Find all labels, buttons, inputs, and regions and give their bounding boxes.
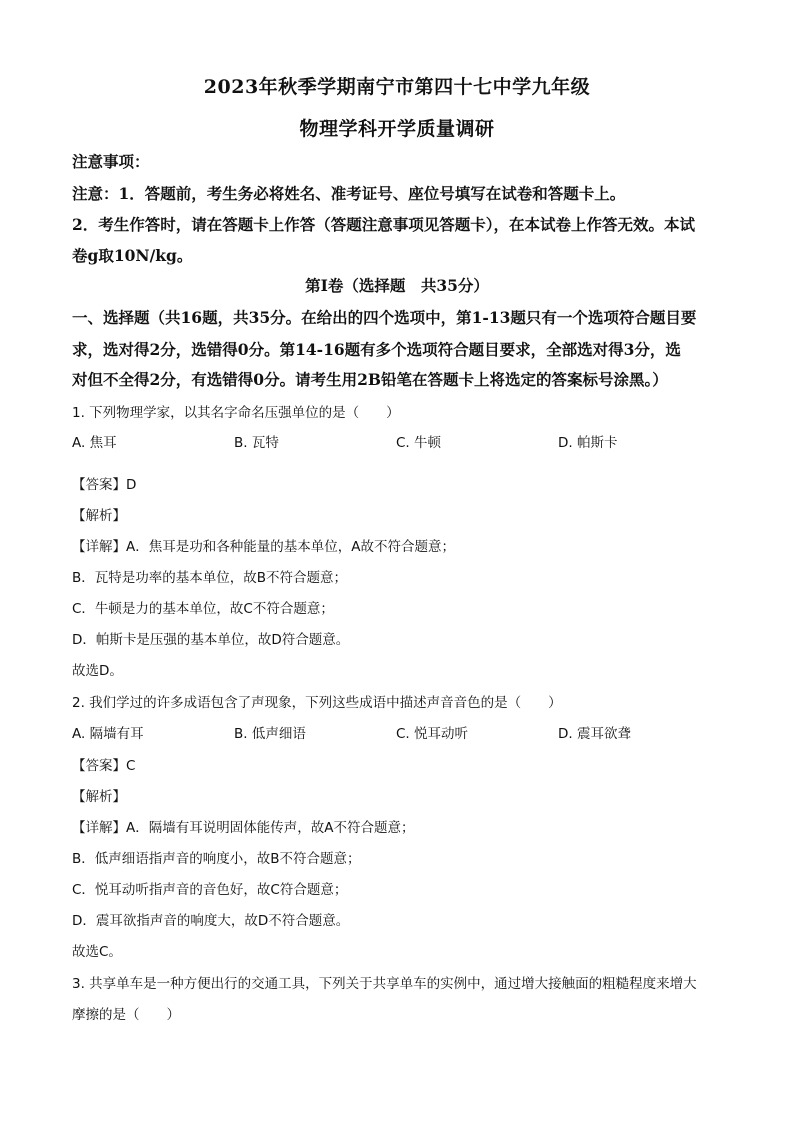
question-2-option-c: C. 悦耳动听 [396,726,469,742]
question-2-option-a: A. 隔墙有耳 [72,726,144,742]
question-1-option-c: C. 牛顿 [396,435,442,451]
page-title: 2023年秋季学期南宁市第四十七中学九年级 [203,76,591,98]
section-title: 第Ⅰ卷（选择题 共35分） [305,276,489,295]
question-1-option-b: B. 瓦特 [234,435,279,451]
question-1-detail-2: B．瓦特是功率的基本单位，故B不符合题意； [72,570,348,586]
question-1-option-d: D. 帕斯卡 [558,435,618,451]
question-2-answer: 【答案】C [72,758,136,774]
page-subtitle: 物理学科开学质量调研 [299,118,495,140]
question-3-stem: 3. 共享单车是一种方便出行的交通工具，下列关于共享单车的实例中，通过增大接触面的粗糙程度来增大 [72,976,697,992]
question-2-option-d: D. 震耳欲聋 [558,726,631,742]
question-2-detail-2: B．低声细语指声音的响度小，故B不符合题意； [72,851,361,867]
notice-item-2: 2．考生作答时，请在答题卡上作答（答题注意事项见答题卡），在本试卷上作答无效。本试 [72,215,696,234]
question-2-analysis-label: 【解析】 [72,789,126,805]
section-instructions-2: 求，选对得2分，选错得0分。第14-16题有多个选项符合题目要求，全部选对得3分，选 [72,340,681,359]
question-1-detail-1: 【详解】A．焦耳是功和各种能量的基本单位，A故不符合题意； [72,539,455,555]
question-1-analysis-label: 【解析】 [72,508,126,524]
question-1-stem: 1. 下列物理学家，以其名字命名压强单位的是（ ） [72,405,400,421]
notice-heading: 注意事项： [72,152,150,171]
question-1-answer: 【答案】D [72,477,137,493]
notice-item-1: 注意：1．答题前，考生务必将姓名、准考证号、座位号填写在试卷和答题卡上。 [72,184,626,203]
section-instructions-3: 对但不全得2分，有选错得0分。请考生用2B铅笔在答题卡上将选定的答案标号涂黑。） [72,370,668,389]
question-2-detail-1: 【详解】A．隔墙有耳说明固体能传声，故A不符合题意； [72,820,415,836]
question-2-detail-3: C．悦耳动听指声音的音色好，故C符合题意； [72,882,348,898]
notice-item-2-cont: 卷g取10N/kg。 [72,246,193,265]
question-2-option-b: B. 低声细语 [234,726,306,742]
question-2-detail-4: D．震耳欲指声音的响度大，故D不符合题意。 [72,913,350,929]
section-instructions-1: 一、选择题（共16题，共35分。在给出的四个选项中，第1-13题只有一个选项符合题目要 [72,308,697,327]
question-1-conclusion: 故选D。 [72,663,123,679]
question-1-detail-4: D．帕斯卡是压强的基本单位，故D符合题意。 [72,632,350,648]
question-2-conclusion: 故选C。 [72,944,122,960]
question-1-option-a: A. 焦耳 [72,435,117,451]
question-3-stem-cont: 摩擦的是（ ） [72,1007,180,1023]
question-2-stem: 2. 我们学过的许多成语包含了声现象，下列这些成语中描述声音音色的是（ ） [72,695,562,711]
question-1-detail-3: C．牛顿是力的基本单位，故C不符合题意； [72,601,334,617]
